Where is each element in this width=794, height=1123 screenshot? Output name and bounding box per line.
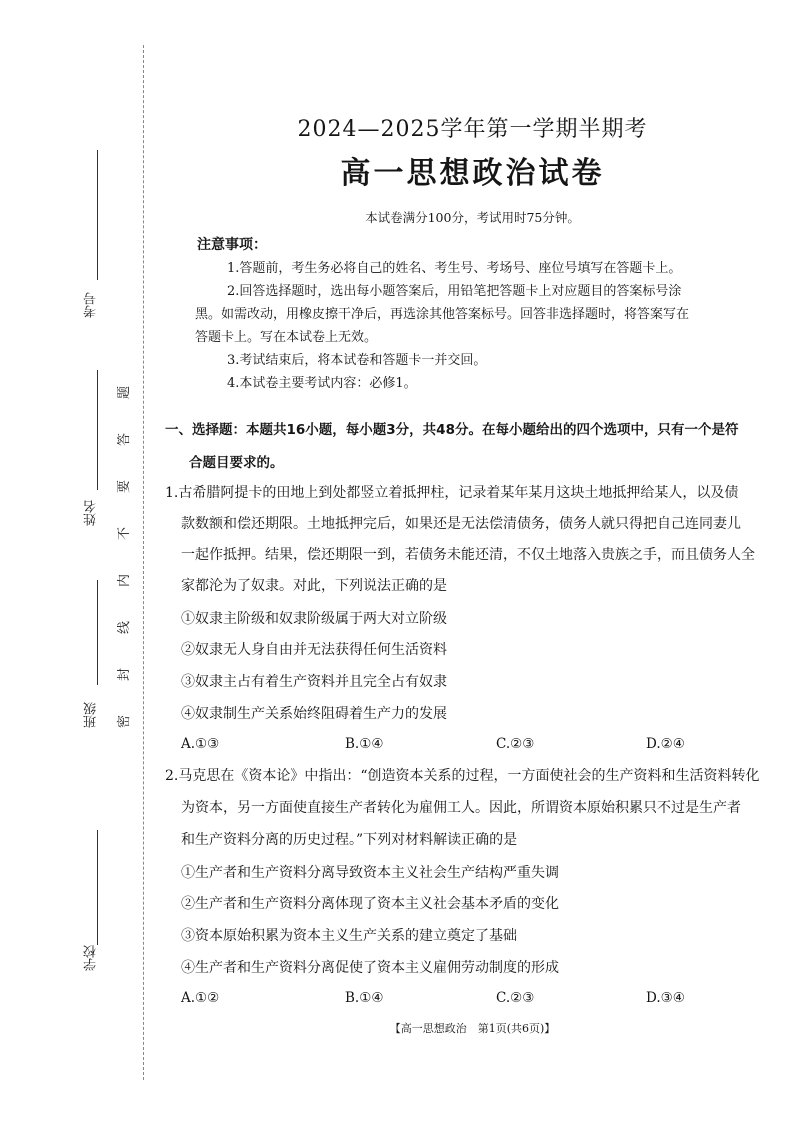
q1-stem-line: 1.古希腊阿提卡的田地上到处都竖立着抵押柱，记录着某年某月这块土地抵押给某人，以及债 [165, 485, 739, 501]
q2-option-c: C.②③ [496, 990, 535, 1006]
q1-stem-line: 款数额和偿还期限。土地抵押完后，如果还是无法偿清债务，债务人就只得把自己连同妻儿 [181, 516, 741, 532]
seal-char: 线 [117, 620, 133, 635]
banji-label: 班级 [84, 702, 99, 728]
seal-dashed-line [143, 45, 144, 1080]
q2-statement: ③资本原始积累为资本主义生产关系的建立奠定了基础 [181, 928, 517, 944]
note-item: 答题卡上。写在本试卷上无效。 [195, 330, 378, 345]
q2-stem-line: 和生产资料分离的历史过程。”下列对材料解读正确的是 [181, 832, 518, 848]
seal-char: 不 [117, 526, 133, 541]
q2-option-b: B.①④ [345, 990, 384, 1006]
note-item: 4.本试卷主要考试内容：必修1。 [227, 376, 417, 391]
kaohao-blank-line [97, 150, 98, 280]
q2-option-a: A.①② [181, 990, 220, 1006]
kaohao-label: 考号 [84, 292, 99, 318]
exam-term-title: 2024—2025学年第一学期半期考 [297, 117, 648, 142]
q1-stem-line: 家都沦为了奴隶。对此，下列说法正确的是 [181, 578, 447, 594]
exam-page [165, 0, 780, 1123]
seal-char: 封 [117, 667, 133, 682]
xingming-label: 姓名 [84, 500, 99, 526]
exam-subject-title: 高一思想政治试卷 [340, 156, 605, 191]
section-heading [165, 414, 780, 480]
seal-char: 内 [117, 573, 133, 588]
section-heading-line: 合题目要求的。 [189, 455, 284, 471]
q2-statement: ①生产者和生产资料分离导致资本主义社会生产结构严重失调 [181, 865, 559, 881]
q1-stem-line: 一起作抵押。结果，偿还期限一到，若债务未能还清，不仅土地落入贵族之手，而且债务人全 [181, 547, 755, 563]
notes-heading: 注意事项： [197, 237, 267, 253]
note-item: 2.回答选择题时，选出每小题答案后，用铅笔把答题卡上对应题目的答案标号涂 [227, 284, 682, 299]
note-item: 黑。如需改动，用橡皮擦干净后，再选涂其他答案标号。回答非选择题时，将答案写在 [195, 307, 690, 322]
seal-char: 答 [117, 432, 133, 447]
seal-char: 密 [117, 714, 133, 729]
q1-statement: ②奴隶无人身自由并无法获得任何生活资料 [181, 642, 447, 658]
q1-option-a: A.①③ [181, 736, 220, 752]
section-heading-line: 一、选择题：本题共16小题，每小题3分，共48分。在每小题给出的四个选项中，只有一个是符 [165, 422, 739, 438]
q1-statement: ④奴隶制生产关系始终阻碍着生产力的发展 [181, 706, 447, 722]
q2-statement: ②生产者和生产资料分离体现了资本主义社会基本矛盾的变化 [181, 896, 559, 912]
note-item: 3.考试结束后，将本试卷和答题卡一并交回。 [227, 353, 487, 368]
q2-stem-line: 2.马克思在《资本论》中指出：“创造资本关系的过程，一方面使社会的生产资料和生活资料转化 [165, 768, 760, 784]
exam-info: 本试卷满分100分，考试用时75分钟。 [365, 210, 580, 225]
q1-option-b: B.①④ [345, 736, 384, 752]
q1-statement: ①奴隶主阶级和奴隶阶级属于两大对立阶级 [181, 611, 447, 627]
xuexiao-blank-line [97, 830, 98, 945]
note-item: 1.答题前，考生务必将自己的姓名、考生号、考场号、座位号填写在答题卡上。 [227, 261, 682, 276]
xuexiao-label: 学校 [84, 945, 99, 971]
seal-char: 要 [117, 479, 133, 494]
q1-statement: ③奴隶主占有着生产资料并且完全占有奴隶 [181, 674, 447, 690]
seal-char: 题 [117, 385, 133, 400]
banji-blank-line [97, 580, 98, 685]
xingming-blank-line [97, 370, 98, 490]
binding-margin [0, 0, 150, 1123]
page-footer: 【高一思想政治 第1页(共6页)】 [389, 1022, 556, 1035]
q2-option-d: D.③④ [646, 990, 685, 1006]
q2-stem-line: 为资本，另一方面使直接生产者转化为雇佣工人。因此，所谓资本原始积累只不过是生产者 [181, 800, 741, 816]
q2-statement: ④生产者和生产资料分离促使了资本主义雇佣劳动制度的形成 [181, 960, 559, 976]
q1-option-c: C.②③ [496, 736, 535, 752]
q1-option-d: D.②④ [646, 736, 685, 752]
